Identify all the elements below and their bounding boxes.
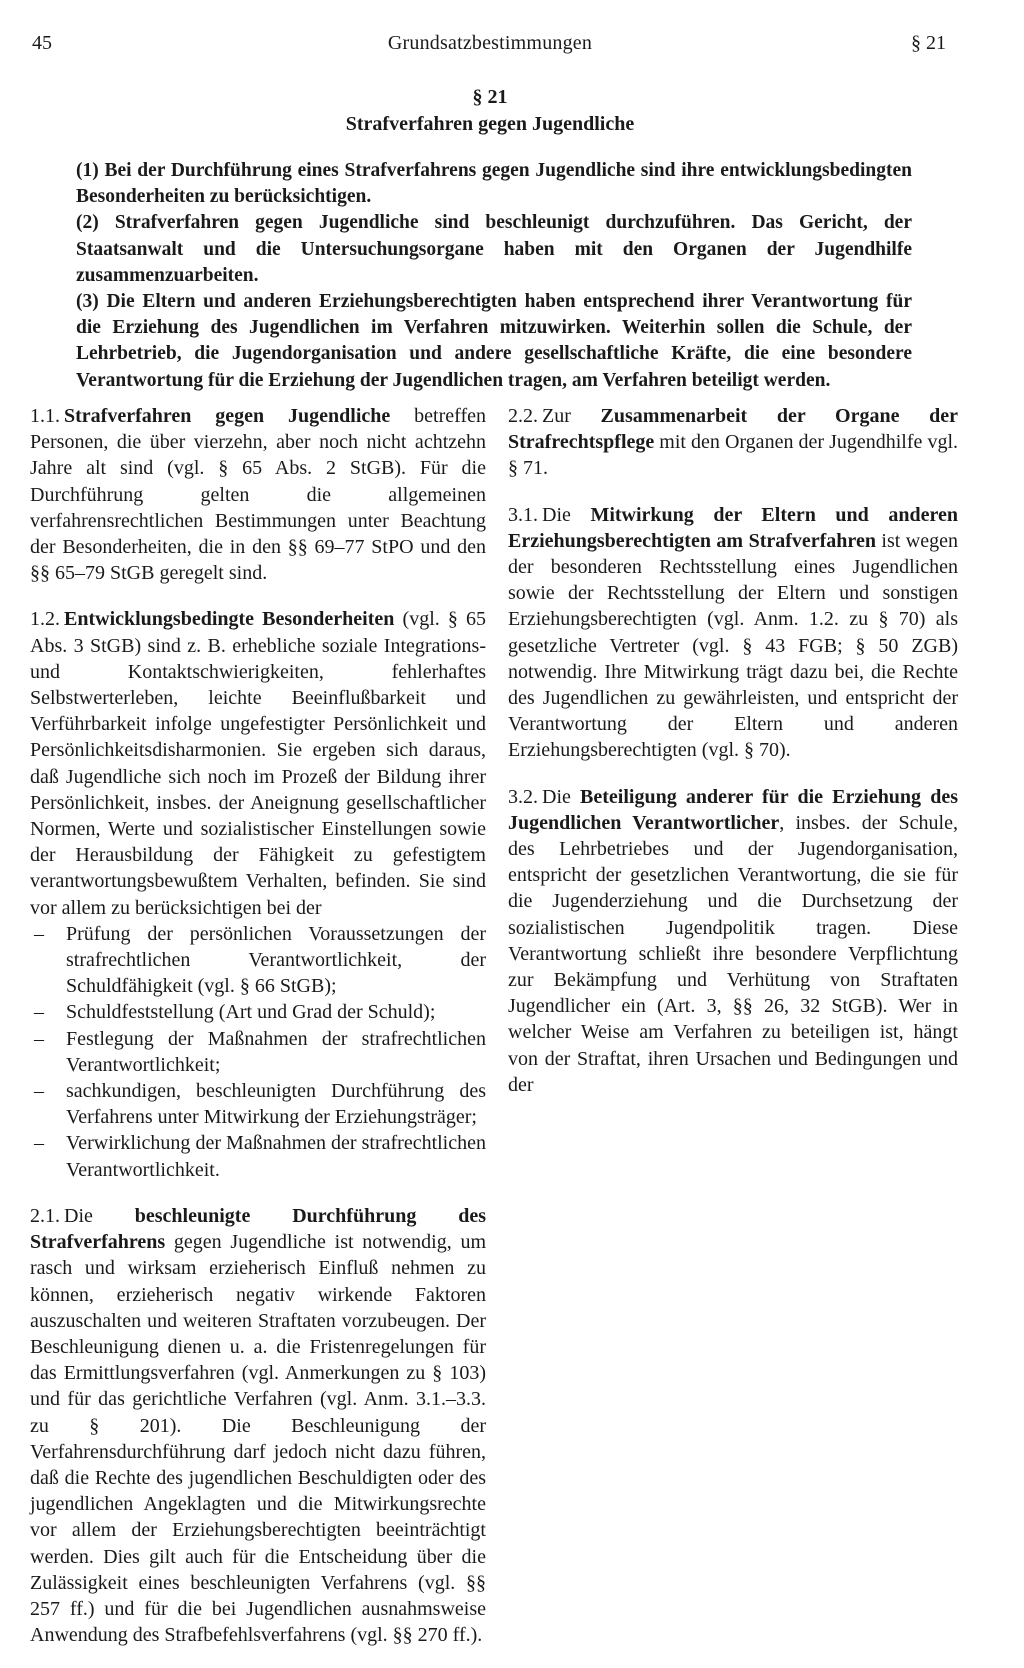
annotation-keyword: Zusammenarbeit der Organe der Strafrechtspflege [508,405,958,454]
annotation-keyword: Mitwirkung der Eltern und anderen Erziehungsberechtigten am Strafverfahren [508,503,958,552]
commentary-left-column [30,403,486,1668]
annotation-keyword: Strafverfahren gegen Jugendliche [64,405,391,427]
annotation-text: mit den Organen der Jugendhilfe vgl. § 71. [508,431,958,480]
annotation-number: 1.2. [30,608,60,631]
annotation-text: betreffen Personen, die über vierzehn, aber noch nicht achtzehn Jahre alt sind (vgl. § 65 Abs. 2 StGB). Für die Durchführung gelten die allgemeinen verfahrensrechtlichen Bestimmungen unter Beachtung der Besonderheiten, die in den §§ 69–77 StPO und den §§ 65–79 StGB geregelt sind. [30,405,486,585]
annotation-lead: Die [542,503,591,526]
statute-text [76,158,912,394]
section-number: § 21 [472,86,508,108]
annotation-number: 3.2. [508,785,538,808]
annotation-number: 2.2. [508,405,538,427]
running-title: Grundsatzbestimmungen [387,32,593,54]
statute-paragraph-1: (1) Bei der Durchführung eines Strafverfahrens gegen Jugendliche sind ihre entwicklungsbedingten Besonderheiten zu berücksichtigen. [76,160,912,208]
annotation-text: , insbes. der Schule, des Lehrbetriebes und der Jugendorganisation, entspricht der gesetzlichen Verantwortung, die sie für die Jugenderziehung und die Durchsetzung der sozialistischen Jugendpolitik tragen. Diese Verantwortung schließt ihre besondere Verpflichtung zur Bekämpfung und Verhütung von Straftaten Jugendlicher ein (Art. 3, §§ 26, 32 StGB). Wer in welcher Weise am Verfahren zu beteiligen ist, hängt von der Straftat, ihren Ursachen und Bedingungen und der [508,811,958,1096]
annotation-number: 3.1. [508,503,538,526]
annotation-text: (vgl. § 65 Abs. 3 StGB) sind z. B. erhebliche soziale Integrations- und Kontaktschwierigkeiten, fehlerhaftes Selbstwerterleben, leichte Beeinflußbarkeit und Verführbarkeit infolge ungefestigter Persönlichkeit und Persönlichkeitsdisharmonien. Sie ergeben sich daraus, daß Jugendliche sich noch im Prozeß der Bildung ihrer Persönlichkeit, insbes. der Aneignung gesellschaftlicher Normen, Werte und sozialistischer Einstellungen sowie der Herausbildung der Fähigkeit zu gefestigtem verantwortungsbewußtem Verhalten, befinden. Sie sind vor allem zu berücksichtigen bei der [30,608,487,919]
annotation-number: 1.1. [30,405,60,427]
annotation-1-1 [30,403,486,586]
section-title: Strafverfahren gegen Jugendliche [345,113,635,135]
annotation-2-2 [508,403,958,482]
annotation-3-2 [508,784,958,1098]
section-heading [0,84,980,138]
annotation-lead: Die [542,785,581,808]
annotation-lead: Zur [542,405,601,427]
annotation-keyword: Entwicklungsbedingte Besonderheiten [64,608,395,631]
considerations-list [30,921,486,1183]
annotation-1-2 [30,606,486,920]
statute-paragraph-3: (3) Die Eltern und anderen Erziehungsberechtigten haben entsprechend ihrer Verantwortung für die Erziehung des Jugendlichen im Verfahren mitzuwirken. Weiterhin sollen die Schule, der Lehrbetrieb, die Jugendorganisation und andere gesellschaftliche Kräfte, die eine besondere Verantwortung für die Erziehung der Jugendlichen tragen, am Verfahren beteiligt werden. [76,291,912,391]
annotation-2-1 [30,1203,486,1648]
annotation-text: ist wegen der besonderen Rechtsstellung eines Jugendlichen sowie der Rechtsstellung der Eltern und sonstigen Erziehungsberechtigten (vgl. Anm. 1.2. zu § 70) als gesetzliche Vertreter (vgl. § 43 FGB; § 50 ZGB) notwendig. Ihre Mitwirkung trägt dazu bei, die Rechte des Jugendlichen zu gewährleisten, und entspricht der Verantwortung der Eltern und anderen Erziehungsberechtigten (vgl. § 70). [508,529,959,762]
annotation-keyword: Beteiligung anderer für die Erziehung des Jugendlichen Verantwortlicher [508,785,958,834]
page-number: 45 [32,32,52,54]
annotation-keyword: beschleunigte Durchführung des Strafverfahrens [30,1204,486,1254]
list-item: – sachkundigen, beschleunigten Durchführung des Verfahrens unter Mitwirkung der Erziehungsträger; [30,1078,486,1130]
annotation-lead: Die [64,1204,135,1227]
commentary-right-column [508,403,958,1118]
running-header [0,32,1024,58]
list-item: – Festlegung der Maßnahmen der strafrechtlichen Verantwortlichkeit; [30,1026,486,1078]
list-item: – Schuldfeststellung (Art und Grad der Schuld); [30,999,486,1025]
statute-paragraph-2: (2) Strafverfahren gegen Jugendliche sind beschleunigt durchzuführen. Das Gericht, der Staatsanwalt und die Untersuchungsorgane haben mit den Organen der Jugendhilfe zusammenzuarbeiten. [76,212,912,286]
annotation-number: 2.1. [30,1204,60,1227]
list-item: – Verwirklichung der Maßnahmen der strafrechtlichen Verantwortlichkeit. [30,1130,486,1182]
list-item: – Prüfung der persönlichen Voraussetzungen der strafrechtlichen Verantwortlichkeit, der Schuldfähigkeit (vgl. § 66 StGB); [30,921,486,1000]
annotation-3-1 [508,502,958,764]
annotation-text: gegen Jugendliche ist notwendig, um rasch und wirksam erzieherisch Einfluß nehmen zu können, erzieherisch negativ wirkende Faktoren auszuschalten und weiteren Straftaten vorzubeugen. Der Beschleunigung dienen u. a. die Fristenregelungen für das Ermittlungsverfahren (vgl. Anmerkungen zu § 103) und für das gerichtliche Verfahren (vgl. Anm. 3.1.–3.3. zu § 201). Die Beschleunigung der Verfahrensdurchführung darf jedoch nicht dazu führen, daß die Rechte des jugendlichen Beschuldigten oder des jugendlichen Angeklagten und die Mitwirkungsrechte vor allem der Erziehungsberechtigten beeinträchtigt werden. Dies gilt auch für die Entscheidung über die Zulässigkeit eines beschleunigten Verfahrens (vgl. §§ 257 ff.) und für die bei Jugendlichen ausnahmsweise Anwendung des Strafbefehlsverfahrens (vgl. §§ 270 ff.). [30,1231,486,1647]
section-reference: § 21 [911,32,946,54]
